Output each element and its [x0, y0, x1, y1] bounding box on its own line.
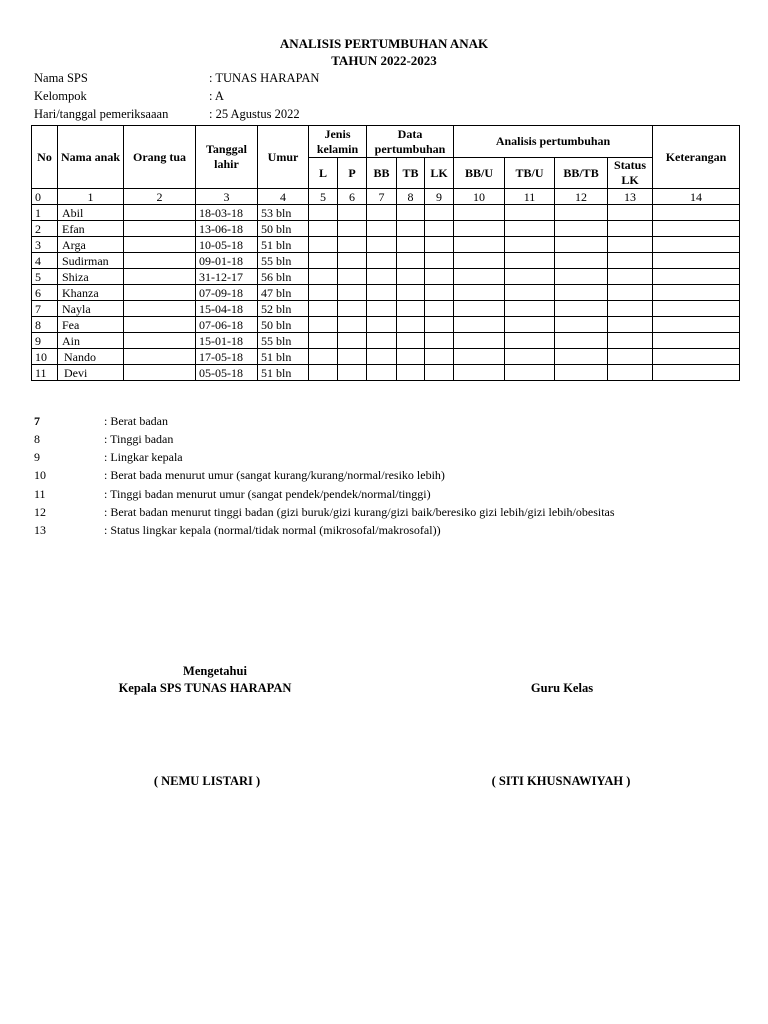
empty-cell — [555, 333, 608, 349]
row-nama: Nayla — [58, 301, 124, 317]
empty-cell — [367, 365, 397, 381]
empty-cell — [397, 317, 425, 333]
sig-guru-title: Guru Kelas — [530, 681, 594, 695]
row-umur: 47 bln — [258, 285, 309, 301]
col-number: 13 — [608, 189, 653, 205]
row-tanggal: 31-12-17 — [196, 269, 258, 285]
header-jenis-kelamin: Jenis kelamin — [309, 126, 367, 158]
empty-cell — [555, 269, 608, 285]
empty-cell — [309, 349, 338, 365]
empty-cell — [608, 205, 653, 221]
row-no: 3 — [32, 237, 58, 253]
legend-number: 8 — [34, 432, 40, 446]
row-orang-tua — [124, 301, 196, 317]
info-label: Hari/tanggal pemeriksaaan — [34, 107, 169, 121]
row-no: 9 — [32, 333, 58, 349]
legend-number: 10 — [34, 468, 46, 482]
empty-cell — [425, 317, 454, 333]
empty-cell — [338, 205, 367, 221]
empty-cell — [653, 365, 740, 381]
empty-cell — [397, 253, 425, 269]
table-row — [32, 317, 740, 333]
row-nama: Arga — [58, 237, 124, 253]
info-value: : 25 Agustus 2022 — [209, 107, 300, 121]
empty-cell — [309, 205, 338, 221]
row-nama: Efan — [58, 221, 124, 237]
row-no: 6 — [32, 285, 58, 301]
legend-description: : Tinggi badan — [104, 432, 174, 446]
empty-cell — [367, 333, 397, 349]
col-number: 2 — [124, 189, 196, 205]
empty-cell — [425, 285, 454, 301]
empty-cell — [555, 349, 608, 365]
empty-cell — [338, 365, 367, 381]
row-tanggal: 18-03-18 — [196, 205, 258, 221]
row-tanggal: 15-04-18 — [196, 301, 258, 317]
row-orang-tua — [124, 205, 196, 221]
header-no: No — [32, 126, 58, 189]
empty-cell — [454, 253, 505, 269]
header-bbu: BB/U — [454, 158, 505, 189]
header-tanggal: Tanggal lahir — [196, 126, 258, 189]
row-no: 10 — [32, 349, 58, 365]
empty-cell — [653, 349, 740, 365]
empty-cell — [425, 333, 454, 349]
empty-cell — [608, 333, 653, 349]
empty-cell — [505, 221, 555, 237]
header-keterangan: Keterangan — [653, 126, 740, 189]
empty-cell — [397, 333, 425, 349]
row-orang-tua — [124, 269, 196, 285]
header-data-pertumbuhan: Data pertumbuhan — [367, 126, 454, 158]
empty-cell — [555, 317, 608, 333]
empty-cell — [425, 365, 454, 381]
empty-cell — [505, 365, 555, 381]
empty-cell — [653, 253, 740, 269]
header-analisis: Analisis pertumbuhan — [454, 126, 653, 158]
legend-description: : Tinggi badan menurut umur (sangat pendek/pendek/normal/tinggi) — [104, 487, 431, 501]
info-label: Nama SPS — [34, 71, 88, 85]
row-no: 2 — [32, 221, 58, 237]
header-tbu: TB/U — [505, 158, 555, 189]
legend-description: : Berat badan menurut tinggi badan (gizi buruk/gizi kurang/gizi baik/beresiko gizi lebih/gizi lebih/obesitas — [104, 505, 615, 519]
empty-cell — [505, 301, 555, 317]
row-no: 1 — [32, 205, 58, 221]
row-umur: 53 bln — [258, 205, 309, 221]
column-number-row — [32, 189, 740, 205]
row-no: 8 — [32, 317, 58, 333]
table-body — [32, 205, 740, 381]
row-tanggal: 05-05-18 — [196, 365, 258, 381]
empty-cell — [338, 317, 367, 333]
empty-cell — [454, 349, 505, 365]
empty-cell — [653, 285, 740, 301]
row-orang-tua — [124, 221, 196, 237]
row-umur: 51 bln — [258, 237, 309, 253]
col-number: 12 — [555, 189, 608, 205]
empty-cell — [454, 317, 505, 333]
empty-cell — [425, 301, 454, 317]
empty-cell — [608, 349, 653, 365]
empty-cell — [367, 253, 397, 269]
empty-cell — [505, 237, 555, 253]
row-tanggal: 07-09-18 — [196, 285, 258, 301]
table-row — [32, 349, 740, 365]
row-umur: 55 bln — [258, 253, 309, 269]
info-value: : A — [209, 89, 224, 103]
header-nama: Nama anak — [58, 126, 124, 189]
empty-cell — [309, 285, 338, 301]
row-tanggal: 13-06-18 — [196, 221, 258, 237]
row-nama: Nando — [58, 349, 124, 365]
empty-cell — [309, 317, 338, 333]
row-nama: Abil — [58, 205, 124, 221]
empty-cell — [505, 253, 555, 269]
row-umur: 50 bln — [258, 221, 309, 237]
row-nama: Sudirman — [58, 253, 124, 269]
empty-cell — [555, 365, 608, 381]
header-p: P — [338, 158, 367, 189]
row-nama: Shiza — [58, 269, 124, 285]
legend-description: : Berat bada menurut umur (sangat kurang/kurang/normal/resiko lebih) — [104, 468, 445, 482]
header-l: L — [309, 158, 338, 189]
info-value: : TUNAS HARAPAN — [209, 71, 320, 85]
row-nama: Fea — [58, 317, 124, 333]
col-number: 14 — [653, 189, 740, 205]
row-tanggal: 07-06-18 — [196, 317, 258, 333]
empty-cell — [425, 349, 454, 365]
empty-cell — [338, 349, 367, 365]
row-umur: 52 bln — [258, 301, 309, 317]
table-row — [32, 221, 740, 237]
row-tanggal: 15-01-18 — [196, 333, 258, 349]
row-umur: 51 bln — [258, 365, 309, 381]
empty-cell — [454, 285, 505, 301]
empty-cell — [367, 237, 397, 253]
col-number: 10 — [454, 189, 505, 205]
empty-cell — [397, 221, 425, 237]
col-number: 0 — [32, 189, 58, 205]
header-bb: BB — [367, 158, 397, 189]
row-no: 11 — [32, 365, 58, 381]
table-row — [32, 285, 740, 301]
row-orang-tua — [124, 317, 196, 333]
row-orang-tua — [124, 237, 196, 253]
header-orang-tua: Orang tua — [124, 126, 196, 189]
empty-cell — [338, 253, 367, 269]
empty-cell — [367, 269, 397, 285]
sig-kepala-name: ( NEMU LISTARI ) — [153, 774, 261, 788]
row-orang-tua — [124, 285, 196, 301]
empty-cell — [367, 285, 397, 301]
empty-cell — [555, 285, 608, 301]
col-number: 3 — [196, 189, 258, 205]
empty-cell — [338, 269, 367, 285]
empty-cell — [309, 269, 338, 285]
empty-cell — [309, 333, 338, 349]
empty-cell — [653, 301, 740, 317]
legend-number: 13 — [34, 523, 46, 537]
legend-description: : Berat badan — [104, 414, 168, 428]
sig-kepala-title: Kepala SPS TUNAS HARAPAN — [118, 681, 292, 695]
empty-cell — [397, 301, 425, 317]
empty-cell — [454, 237, 505, 253]
col-number: 4 — [258, 189, 309, 205]
empty-cell — [397, 349, 425, 365]
empty-cell — [653, 237, 740, 253]
empty-cell — [653, 317, 740, 333]
row-tanggal: 17-05-18 — [196, 349, 258, 365]
empty-cell — [397, 205, 425, 221]
row-tanggal: 10-05-18 — [196, 237, 258, 253]
empty-cell — [608, 285, 653, 301]
empty-cell — [397, 365, 425, 381]
row-umur: 51 bln — [258, 349, 309, 365]
empty-cell — [425, 269, 454, 285]
header-row-1 — [32, 126, 740, 158]
empty-cell — [309, 365, 338, 381]
empty-cell — [505, 317, 555, 333]
empty-cell — [505, 205, 555, 221]
empty-cell — [555, 205, 608, 221]
legend-number: 7 — [34, 414, 40, 428]
table-row — [32, 269, 740, 285]
col-number: 8 — [397, 189, 425, 205]
header-bbtb: BB/TB — [555, 158, 608, 189]
empty-cell — [608, 237, 653, 253]
empty-cell — [367, 317, 397, 333]
col-number: 5 — [309, 189, 338, 205]
row-nama: Ain — [58, 333, 124, 349]
empty-cell — [608, 365, 653, 381]
empty-cell — [454, 365, 505, 381]
empty-cell — [367, 205, 397, 221]
empty-cell — [397, 237, 425, 253]
row-umur: 55 bln — [258, 333, 309, 349]
empty-cell — [367, 221, 397, 237]
empty-cell — [454, 221, 505, 237]
row-nama: Devi — [58, 365, 124, 381]
empty-cell — [653, 221, 740, 237]
legend-number: 11 — [34, 487, 46, 501]
empty-cell — [555, 237, 608, 253]
empty-cell — [338, 237, 367, 253]
empty-cell — [425, 237, 454, 253]
row-tanggal: 09-01-18 — [196, 253, 258, 269]
table-row — [32, 333, 740, 349]
document-year: TAHUN 2022-2023 — [331, 53, 437, 68]
col-number: 1 — [58, 189, 124, 205]
empty-cell — [653, 333, 740, 349]
empty-cell — [397, 285, 425, 301]
empty-cell — [608, 253, 653, 269]
table-row — [32, 237, 740, 253]
empty-cell — [555, 221, 608, 237]
growth-table — [31, 125, 740, 381]
header-tb: TB — [397, 158, 425, 189]
empty-cell — [338, 333, 367, 349]
col-number: 11 — [505, 189, 555, 205]
row-umur: 56 bln — [258, 269, 309, 285]
empty-cell — [608, 221, 653, 237]
col-number: 9 — [425, 189, 454, 205]
empty-cell — [505, 349, 555, 365]
row-orang-tua — [124, 333, 196, 349]
header-status-lk: Status LK — [608, 158, 653, 189]
empty-cell — [608, 269, 653, 285]
row-no: 4 — [32, 253, 58, 269]
row-orang-tua — [124, 253, 196, 269]
empty-cell — [367, 301, 397, 317]
empty-cell — [425, 221, 454, 237]
legend-description: : Lingkar kepala — [104, 450, 183, 464]
row-nama: Khanza — [58, 285, 124, 301]
table-row — [32, 365, 740, 381]
legend-description: : Status lingkar kepala (normal/tidak normal (mikrosofal/makrosofal)) — [104, 523, 441, 537]
empty-cell — [653, 269, 740, 285]
empty-cell — [653, 205, 740, 221]
empty-cell — [367, 349, 397, 365]
empty-cell — [454, 269, 505, 285]
legend-number: 9 — [34, 450, 40, 464]
empty-cell — [505, 333, 555, 349]
empty-cell — [425, 205, 454, 221]
info-label: Kelompok — [34, 89, 87, 103]
empty-cell — [425, 253, 454, 269]
sig-mengetahui: Mengetahui — [183, 664, 247, 678]
header-lk: LK — [425, 158, 454, 189]
empty-cell — [309, 221, 338, 237]
empty-cell — [454, 205, 505, 221]
empty-cell — [454, 333, 505, 349]
empty-cell — [454, 301, 505, 317]
empty-cell — [505, 269, 555, 285]
legend-number: 12 — [34, 505, 46, 519]
table-row — [32, 253, 740, 269]
row-orang-tua — [124, 365, 196, 381]
col-number: 7 — [367, 189, 397, 205]
row-orang-tua — [124, 349, 196, 365]
empty-cell — [555, 301, 608, 317]
empty-cell — [338, 285, 367, 301]
sig-guru-name: ( SITI KHUSNAWIYAH ) — [491, 774, 631, 788]
empty-cell — [505, 285, 555, 301]
empty-cell — [309, 237, 338, 253]
row-no: 5 — [32, 269, 58, 285]
empty-cell — [397, 269, 425, 285]
empty-cell — [608, 301, 653, 317]
row-umur: 50 bln — [258, 317, 309, 333]
document-title: ANALISIS PERTUMBUHAN ANAK — [279, 36, 489, 51]
empty-cell — [338, 301, 367, 317]
empty-cell — [309, 253, 338, 269]
header-umur: Umur — [258, 126, 309, 189]
empty-cell — [555, 253, 608, 269]
col-number: 6 — [338, 189, 367, 205]
empty-cell — [608, 317, 653, 333]
empty-cell — [338, 221, 367, 237]
row-no: 7 — [32, 301, 58, 317]
empty-cell — [309, 301, 338, 317]
table-row — [32, 301, 740, 317]
table-row — [32, 205, 740, 221]
